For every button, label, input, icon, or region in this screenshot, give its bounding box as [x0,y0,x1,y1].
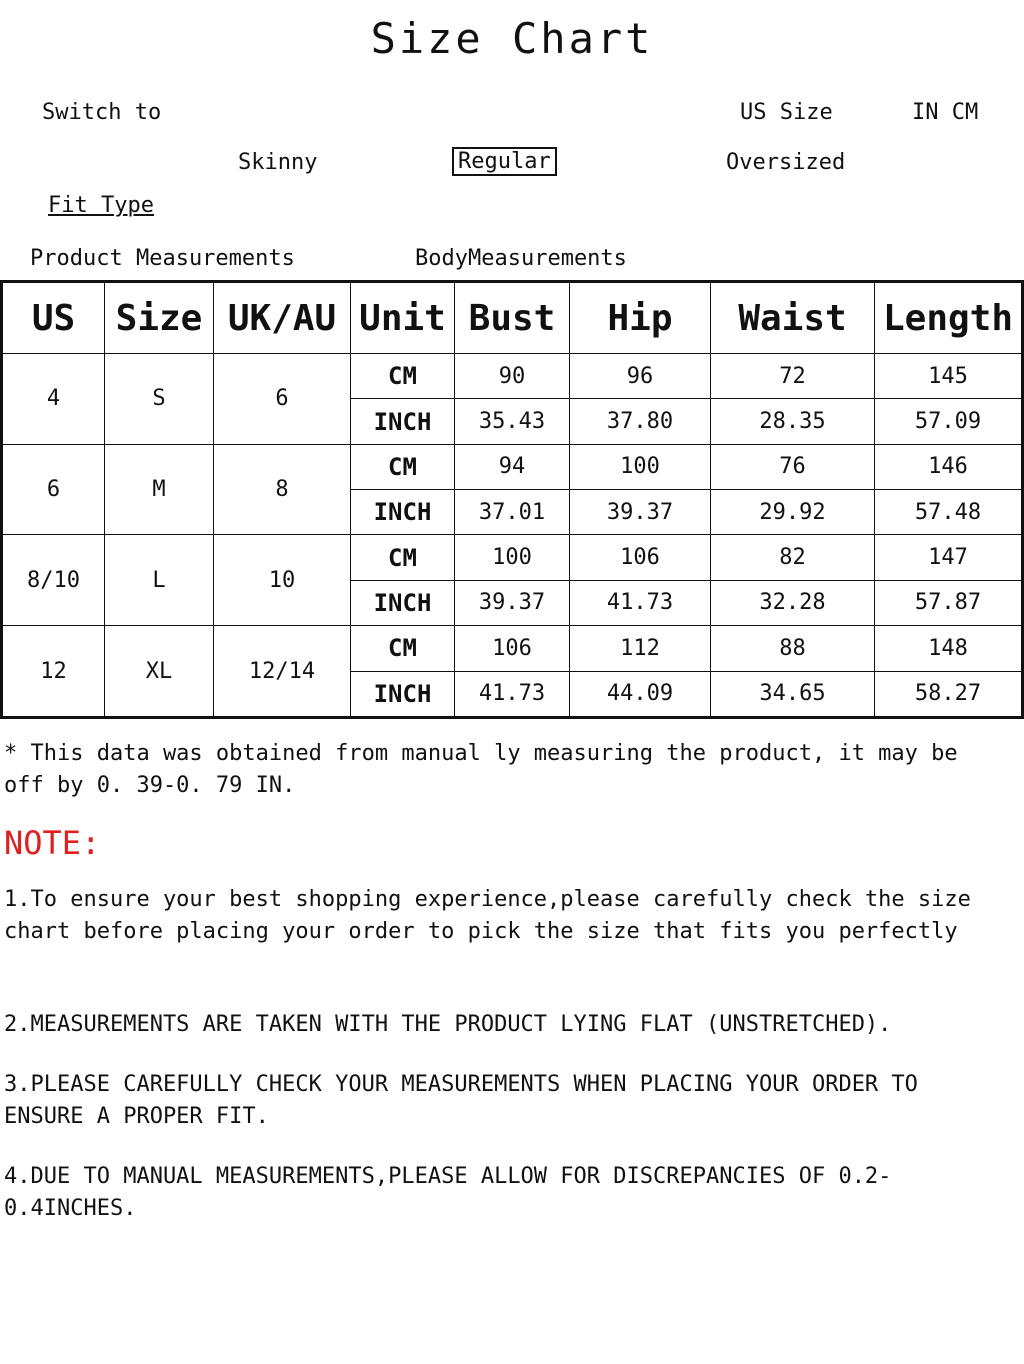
cell-bust: 100 [455,535,570,580]
cell-waist: 32.28 [711,580,875,625]
cell-length: 146 [875,444,1023,489]
cell-us: 8/10 [2,535,105,626]
cell-bust: 41.73 [455,671,570,717]
table-header-row [2,282,1023,354]
cell-unit: INCH [351,671,455,717]
cell-ukau: 6 [214,354,351,445]
cell-length: 57.09 [875,399,1023,444]
cell-waist: 72 [711,354,875,399]
col-header-us: US [2,282,105,354]
cell-unit: INCH [351,490,455,535]
cell-unit: INCH [351,399,455,444]
cell-hip: 37.80 [570,399,711,444]
cell-us: 6 [2,444,105,535]
table-row [2,354,1023,399]
cell-waist: 82 [711,535,875,580]
cell-size: M [105,444,214,535]
cell-hip: 112 [570,626,711,671]
note-item-3: 3.PLEASE CAREFULLY CHECK YOUR MEASUREMENTS WHEN PLACING YOUR ORDER TO ENSURE A PROPER FIT. [4,1072,918,1129]
cell-bust: 37.01 [455,490,570,535]
note-item-4: 4.DUE TO MANUAL MEASUREMENTS,PLEASE ALLOW FOR DISCREPANCIES OF 0.2-0.4INCHES. [4,1164,892,1221]
page-title: Size Chart [370,14,654,63]
cell-hip: 106 [570,535,711,580]
cell-hip: 100 [570,444,711,489]
tab-product-measurements[interactable]: Product Measurements [30,246,295,271]
cell-hip: 41.73 [570,580,711,625]
col-header-size: Size [105,282,214,354]
cell-hip: 96 [570,354,711,399]
col-header-ukau: UK/AU [214,282,351,354]
col-header-length: Length [875,282,1023,354]
fit-option-regular[interactable]: Regular [452,147,557,176]
cell-bust: 35.43 [455,399,570,444]
unit-toggle[interactable]: IN CM [912,100,979,125]
cell-length: 57.87 [875,580,1023,625]
cell-bust: 90 [455,354,570,399]
cell-size: XL [105,626,214,718]
cell-waist: 34.65 [711,671,875,717]
cell-bust: 94 [455,444,570,489]
cell-us: 4 [2,354,105,445]
measurement-disclaimer: * This data was obtained from manual ly measuring the product, it may be off by 0. 39-0. 79 IN. [4,741,958,798]
cell-unit: CM [351,444,455,489]
note-item-2: 2.MEASUREMENTS ARE TAKEN WITH THE PRODUCT LYING FLAT (UNSTRETCHED). [4,1012,892,1037]
size-table [0,280,1024,719]
us-size-selector[interactable]: US Size [740,100,833,125]
cell-unit: CM [351,535,455,580]
cell-bust: 106 [455,626,570,671]
fit-type-link[interactable]: Fit Type [48,193,154,218]
table-row [2,444,1023,489]
cell-ukau: 12/14 [214,626,351,718]
switch-to-label: Switch to [42,100,162,125]
note-item-1: 1.To ensure your best shopping experience,please carefully check the size chart before placing your order to pick the size that fits you perfectly [4,887,971,944]
cell-length: 147 [875,535,1023,580]
cell-waist: 76 [711,444,875,489]
cell-us: 12 [2,626,105,718]
table-row [2,626,1023,671]
cell-unit: CM [351,626,455,671]
cell-ukau: 8 [214,444,351,535]
cell-length: 57.48 [875,490,1023,535]
fit-option-oversized[interactable]: Oversized [726,150,846,175]
cell-bust: 39.37 [455,580,570,625]
fit-option-skinny[interactable]: Skinny [238,150,318,175]
col-header-waist: Waist [711,282,875,354]
cell-waist: 28.35 [711,399,875,444]
col-header-bust: Bust [455,282,570,354]
cell-hip: 39.37 [570,490,711,535]
cell-length: 145 [875,354,1023,399]
cell-length: 58.27 [875,671,1023,717]
cell-length: 148 [875,626,1023,671]
table-row [2,535,1023,580]
col-header-unit: Unit [351,282,455,354]
cell-unit: INCH [351,580,455,625]
note-heading: NOTE: [4,824,101,862]
col-header-hip: Hip [570,282,711,354]
tab-body-measurements[interactable]: BodyMeasurements [415,246,627,271]
cell-hip: 44.09 [570,671,711,717]
cell-size: L [105,535,214,626]
cell-waist: 29.92 [711,490,875,535]
cell-ukau: 10 [214,535,351,626]
cell-size: S [105,354,214,445]
cell-unit: CM [351,354,455,399]
cell-waist: 88 [711,626,875,671]
